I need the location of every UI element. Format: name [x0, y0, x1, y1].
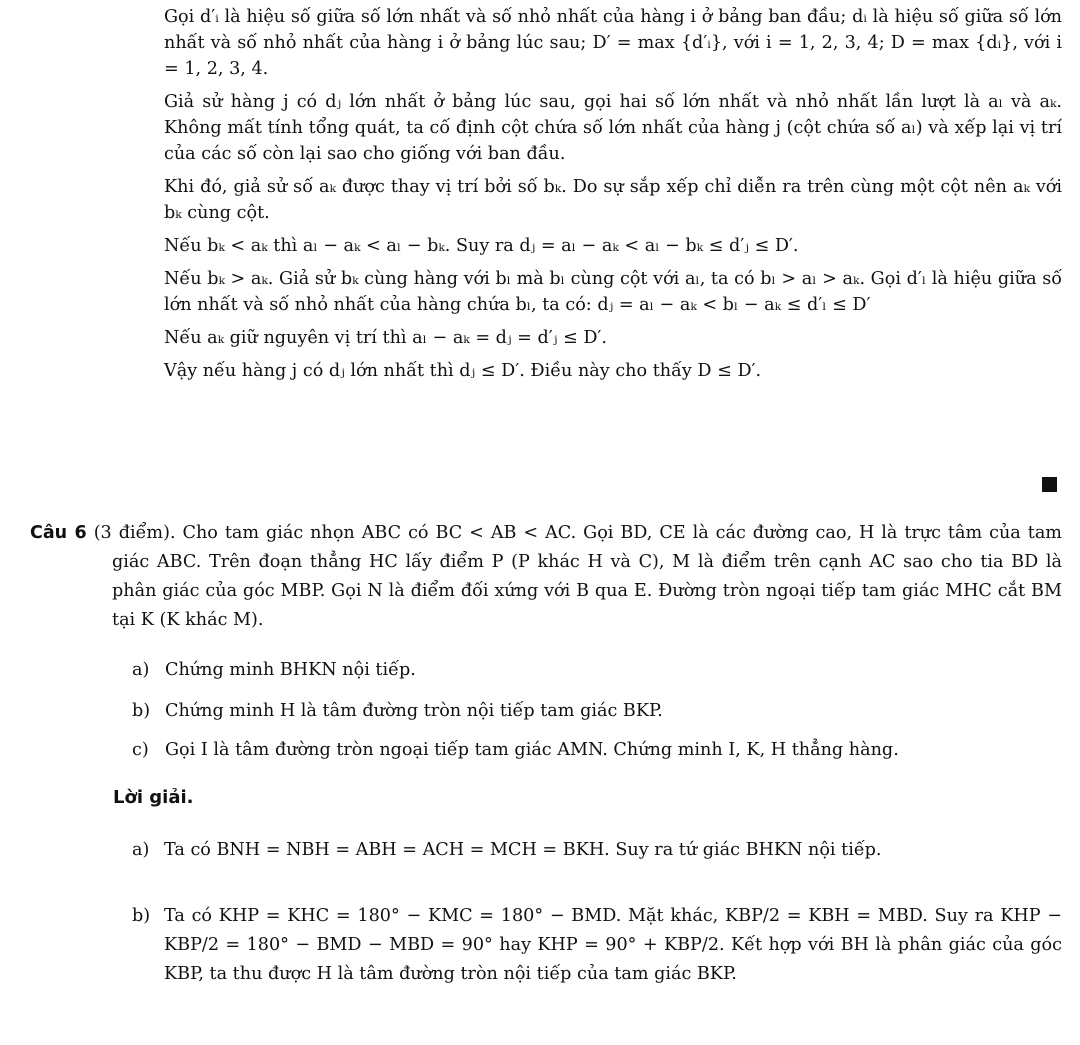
proof-block: [164, 4, 1062, 391]
question-text: (3 điểm). Cho tam giác nhọn ABC có BC < AB < AC. Gọi BD, CE là các đường cao, H là trực tâm của tam giác ABC. Trên đoạn thẳng HC lấy điểm P (P khác H và C), M là điểm trên cạnh AC sao cho tia BD là phân giác của góc MBP. Gọi N là điểm đối xứng với B qua E. Đường tròn ngoại tiếp tam giác MHC cắt BM tại K (K khác M).: [93, 523, 1062, 630]
proof-paragraph: Gọi d′ᵢ là hiệu số giữa số lớn nhất và số nhỏ nhất của hàng i ở bảng ban đầu; dᵢ là hiệu số giữa số lớn nhất và số nhỏ nhất của hàng i ở bảng lúc sau; D′ = max {d′ᵢ}, với i = 1, 2, 3, 4; D = max {dᵢ}, với i = 1, 2, 3, 4.: [164, 7, 1062, 79]
question-part-c: [132, 736, 899, 765]
question-number: Câu 6: [30, 523, 87, 543]
qed-square-icon: [1042, 477, 1057, 492]
proof-paragraph: Nếu bₖ < aₖ thì aₗ − aₖ < aₗ − bₖ. Suy ra dⱼ = aₗ − aₖ < aₗ − bₖ ≤ d′ⱼ ≤ D′.: [164, 236, 799, 256]
part-label: b): [132, 701, 151, 721]
solution-text: Ta có KHP = KHC = 180° − KMC = 180° − BMD. Mặt khác, KBP/2 = KBH = MBD. Suy ra KHP − KBP/2 = 180° − BMD − MBD = 90° hay KHP = 90° + KBP/2. Kết hợp với BH là phân giác của góc KBP, ta thu được H là tâm đường tròn nội tiếp của tam giác BKP.: [164, 906, 1062, 984]
question-part-a: [132, 656, 416, 685]
part-label: a): [132, 660, 150, 680]
part-label: a): [132, 840, 150, 860]
solution-title: Lời giải.: [113, 787, 194, 808]
proof-paragraph: Khi đó, giả sử số aₖ được thay vị trí bởi số bₖ. Do sự sắp xếp chỉ diễn ra trên cùng một cột nên aₖ với bₖ cùng cột.: [164, 177, 1062, 223]
solution-part-a: [132, 836, 1062, 865]
part-text: Chứng minh BHKN nội tiếp.: [165, 660, 416, 680]
solution-part-b: [132, 902, 1062, 989]
part-label: b): [132, 906, 151, 926]
solution-text: Ta có BNH = NBH = ABH = ACH = MCH = BKH. Suy ra tứ giác BHKN nội tiếp.: [164, 840, 882, 860]
proof-paragraph: Giả sử hàng j có dⱼ lớn nhất ở bảng lúc sau, gọi hai số lớn nhất và nhỏ nhất lần lượt là aₗ và aₖ. Không mất tính tổng quát, ta cố định cột chứa số lớn nhất của hàng j (cột chứa số aₗ) và xếp lại vị trí của các số còn lại sao cho giống với ban đầu.: [164, 92, 1062, 164]
question-6: [30, 519, 1062, 635]
question-part-b: [132, 697, 663, 726]
proof-paragraph: Vậy nếu hàng j có dⱼ lớn nhất thì dⱼ ≤ D′. Điều này cho thấy D ≤ D′.: [164, 361, 762, 381]
proof-paragraph: Nếu aₖ giữ nguyên vị trí thì aₗ − aₖ = dⱼ = d′ⱼ ≤ D′.: [164, 328, 608, 348]
part-text: Gọi I là tâm đường tròn ngoại tiếp tam giác AMN. Chứng minh I, K, H thẳng hàng.: [165, 740, 899, 760]
proof-paragraph: Nếu bₖ > aₖ. Giả sử bₖ cùng hàng với bₗ mà bₗ cùng cột với aₗ, ta có bₗ > aₗ > aₖ. Gọi d′ₗ là hiệu giữa số lớn nhất và số nhỏ nhất của hàng chứa bₗ, ta có: dⱼ = aₗ − aₖ < bₗ − aₖ ≤ d′ₗ ≤ D′: [164, 269, 1062, 315]
part-label: c): [132, 740, 149, 760]
part-text: Chứng minh H là tâm đường tròn nội tiếp tam giác BKP.: [165, 701, 663, 721]
